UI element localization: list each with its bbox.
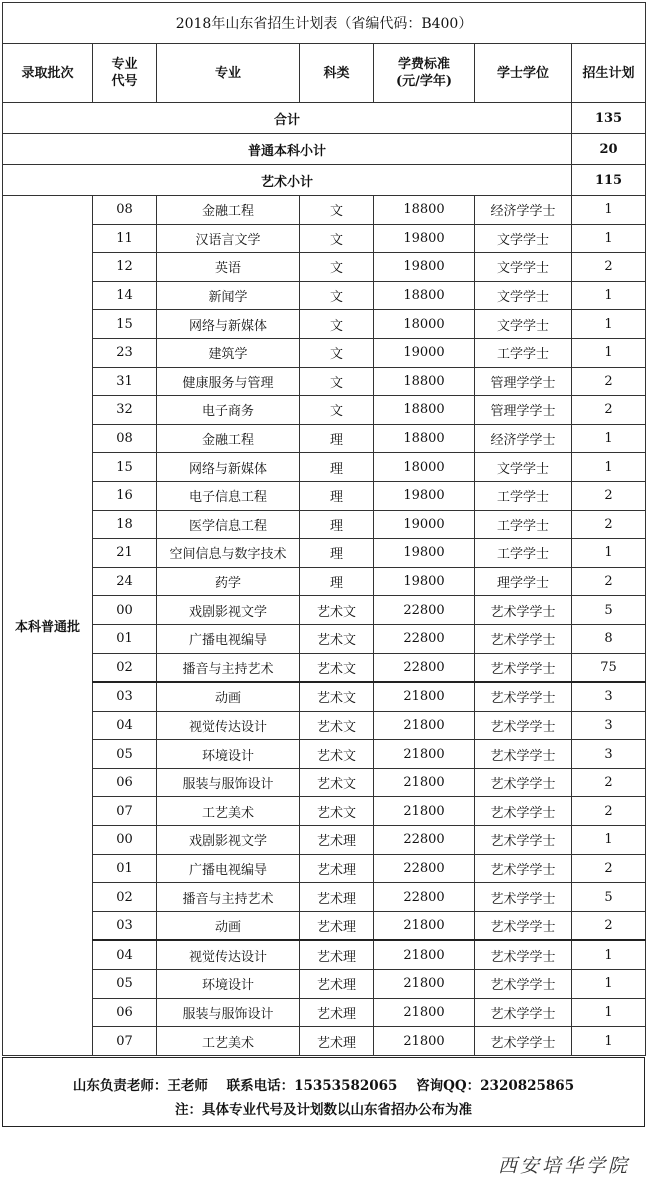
tuition-fee: 22800 — [374, 624, 475, 653]
tuition-fee: 21800 — [374, 768, 475, 797]
major-code: 15 — [93, 453, 157, 482]
plan-count: 1 — [572, 998, 646, 1027]
qq-label: 咨询QQ：2320825865 — [416, 1078, 575, 1094]
major-name: 视觉传达设计 — [157, 711, 300, 740]
subject-category: 艺术文 — [300, 711, 374, 740]
subject-category: 艺术文 — [300, 797, 374, 826]
tuition-fee: 18800 — [374, 281, 475, 310]
major-name: 环境设计 — [157, 740, 300, 769]
table-row — [3, 711, 646, 740]
column-header: 科类 — [300, 44, 374, 103]
plan-count: 1 — [572, 453, 646, 482]
plan-count: 2 — [572, 510, 646, 539]
plan-count: 2 — [572, 854, 646, 883]
major-code: 11 — [93, 224, 157, 253]
contact-footer — [2, 1057, 645, 1127]
degree-type: 艺术学学士 — [475, 940, 572, 969]
column-header: 学士学位 — [475, 44, 572, 103]
major-name: 新闻学 — [157, 281, 300, 310]
subject-category: 艺术理 — [300, 911, 374, 940]
table-row — [3, 624, 646, 653]
tuition-fee: 21800 — [374, 1027, 475, 1056]
degree-type: 艺术学学士 — [475, 826, 572, 855]
table-row — [3, 281, 646, 310]
plan-count: 3 — [572, 740, 646, 769]
tuition-fee: 22800 — [374, 826, 475, 855]
subject-category: 理 — [300, 567, 374, 596]
major-name: 英语 — [157, 253, 300, 282]
table-row — [3, 682, 646, 711]
major-code: 05 — [93, 740, 157, 769]
major-code: 01 — [93, 854, 157, 883]
subject-category: 理 — [300, 424, 374, 453]
table-row — [3, 883, 646, 912]
tuition-fee: 18800 — [374, 367, 475, 396]
major-name: 戏剧影视文学 — [157, 596, 300, 625]
major-code: 08 — [93, 424, 157, 453]
column-header: 专业 — [157, 44, 300, 103]
degree-type: 艺术学学士 — [475, 624, 572, 653]
subject-category: 艺术理 — [300, 826, 374, 855]
plan-count: 2 — [572, 367, 646, 396]
major-code: 14 — [93, 281, 157, 310]
subject-category: 艺术理 — [300, 1027, 374, 1056]
major-name: 播音与主持艺术 — [157, 653, 300, 682]
tuition-fee: 19800 — [374, 253, 475, 282]
degree-type: 文学学士 — [475, 281, 572, 310]
tuition-fee: 22800 — [374, 854, 475, 883]
enrollment-plan-table — [2, 2, 646, 1056]
plan-count: 75 — [572, 653, 646, 682]
summary-value: 20 — [572, 134, 646, 165]
table-row — [3, 424, 646, 453]
table-row — [3, 481, 646, 510]
major-name: 健康服务与管理 — [157, 367, 300, 396]
table-row — [3, 338, 646, 367]
tuition-fee: 21800 — [374, 797, 475, 826]
table-row — [3, 367, 646, 396]
subject-category: 艺术文 — [300, 768, 374, 797]
table-row — [3, 224, 646, 253]
table-row — [3, 940, 646, 969]
degree-type: 管理学学士 — [475, 367, 572, 396]
degree-type: 艺术学学士 — [475, 970, 572, 999]
degree-type: 艺术学学士 — [475, 883, 572, 912]
school-watermark: 西安培华学院 — [497, 1155, 630, 1177]
major-name: 服装与服饰设计 — [157, 998, 300, 1027]
summary-row — [3, 103, 646, 134]
tuition-fee: 22800 — [374, 653, 475, 682]
major-code: 02 — [93, 653, 157, 682]
table-title: 2018年山东省招生计划表（省编代码：B400） — [3, 3, 646, 44]
major-name: 药学 — [157, 567, 300, 596]
plan-count: 1 — [572, 224, 646, 253]
table-row — [3, 970, 646, 999]
summary-row — [3, 165, 646, 196]
tuition-fee: 19000 — [374, 338, 475, 367]
tuition-fee: 21800 — [374, 740, 475, 769]
subject-category: 艺术文 — [300, 740, 374, 769]
degree-type: 艺术学学士 — [475, 911, 572, 940]
tuition-fee: 19800 — [374, 481, 475, 510]
degree-type: 艺术学学士 — [475, 711, 572, 740]
major-code: 21 — [93, 539, 157, 568]
table-row — [3, 998, 646, 1027]
major-code: 08 — [93, 196, 157, 225]
phone-label: 联系电话：15353582065 — [226, 1078, 398, 1094]
subject-category: 理 — [300, 481, 374, 510]
major-name: 金融工程 — [157, 424, 300, 453]
degree-type: 工学学士 — [475, 481, 572, 510]
degree-type: 艺术学学士 — [475, 1027, 572, 1056]
teacher-label: 山东负责老师：王老师 — [72, 1078, 208, 1094]
table-row — [3, 196, 646, 225]
major-code: 04 — [93, 940, 157, 969]
plan-count: 1 — [572, 539, 646, 568]
table-row — [3, 539, 646, 568]
subject-category: 文 — [300, 310, 374, 339]
summary-label: 合计 — [3, 103, 572, 134]
major-name: 汉语言文学 — [157, 224, 300, 253]
degree-type: 工学学士 — [475, 510, 572, 539]
table-row — [3, 253, 646, 282]
column-header: 招生计划 — [572, 44, 646, 103]
plan-count: 1 — [572, 196, 646, 225]
table-row — [3, 854, 646, 883]
table-row — [3, 653, 646, 682]
summary-label: 普通本科小计 — [3, 134, 572, 165]
major-code: 31 — [93, 367, 157, 396]
degree-type: 工学学士 — [475, 539, 572, 568]
subject-category: 艺术理 — [300, 883, 374, 912]
degree-type: 艺术学学士 — [475, 768, 572, 797]
major-code: 18 — [93, 510, 157, 539]
tuition-fee: 18800 — [374, 396, 475, 425]
degree-type: 艺术学学士 — [475, 854, 572, 883]
table-row — [3, 1027, 646, 1056]
degree-type: 文学学士 — [475, 253, 572, 282]
degree-type: 文学学士 — [475, 453, 572, 482]
major-name: 网络与新媒体 — [157, 453, 300, 482]
plan-count: 2 — [572, 911, 646, 940]
major-code: 02 — [93, 883, 157, 912]
tuition-fee: 18800 — [374, 424, 475, 453]
table-row — [3, 740, 646, 769]
subject-category: 文 — [300, 196, 374, 225]
tuition-fee: 21800 — [374, 940, 475, 969]
subject-category: 理 — [300, 453, 374, 482]
major-code: 06 — [93, 998, 157, 1027]
major-code: 15 — [93, 310, 157, 339]
tuition-fee: 18000 — [374, 453, 475, 482]
table-row — [3, 768, 646, 797]
plan-count: 5 — [572, 883, 646, 912]
table-row — [3, 596, 646, 625]
major-code: 00 — [93, 596, 157, 625]
degree-type: 艺术学学士 — [475, 797, 572, 826]
tuition-fee: 21800 — [374, 911, 475, 940]
major-code: 01 — [93, 624, 157, 653]
major-code: 03 — [93, 682, 157, 711]
tuition-fee: 19800 — [374, 539, 475, 568]
subject-category: 文 — [300, 367, 374, 396]
table-row — [3, 567, 646, 596]
plan-count: 8 — [572, 624, 646, 653]
plan-count: 1 — [572, 338, 646, 367]
major-name: 广播电视编导 — [157, 624, 300, 653]
degree-type: 艺术学学士 — [475, 682, 572, 711]
subject-category: 理 — [300, 510, 374, 539]
subject-category: 文 — [300, 281, 374, 310]
summary-row — [3, 134, 646, 165]
subject-category: 艺术文 — [300, 624, 374, 653]
major-code: 04 — [93, 711, 157, 740]
tuition-fee: 18800 — [374, 196, 475, 225]
column-header: 专业 代号 — [93, 44, 157, 103]
degree-type: 艺术学学士 — [475, 740, 572, 769]
summary-value: 115 — [572, 165, 646, 196]
tuition-fee: 19800 — [374, 567, 475, 596]
major-name: 戏剧影视文学 — [157, 826, 300, 855]
degree-type: 管理学学士 — [475, 396, 572, 425]
degree-type: 文学学士 — [475, 224, 572, 253]
table-row — [3, 911, 646, 940]
subject-category: 艺术文 — [300, 596, 374, 625]
plan-count: 2 — [572, 768, 646, 797]
column-header: 录取批次 — [3, 44, 93, 103]
degree-type: 经济学学士 — [475, 424, 572, 453]
subject-category: 艺术文 — [300, 653, 374, 682]
major-code: 23 — [93, 338, 157, 367]
tuition-fee: 21800 — [374, 682, 475, 711]
tuition-fee: 22800 — [374, 596, 475, 625]
major-name: 广播电视编导 — [157, 854, 300, 883]
major-name: 网络与新媒体 — [157, 310, 300, 339]
plan-count: 1 — [572, 424, 646, 453]
footer-note: 注：具体专业代号及计划数以山东省招办公布为准 — [175, 1102, 472, 1118]
plan-count: 1 — [572, 310, 646, 339]
major-name: 视觉传达设计 — [157, 940, 300, 969]
summary-label: 艺术小计 — [3, 165, 572, 196]
major-name: 动画 — [157, 682, 300, 711]
admission-batch: 本科普通批 — [3, 196, 93, 1056]
subject-category: 文 — [300, 396, 374, 425]
plan-count: 3 — [572, 711, 646, 740]
subject-category: 理 — [300, 539, 374, 568]
tuition-fee: 21800 — [374, 970, 475, 999]
major-name: 电子商务 — [157, 396, 300, 425]
major-code: 32 — [93, 396, 157, 425]
major-code: 00 — [93, 826, 157, 855]
major-name: 电子信息工程 — [157, 481, 300, 510]
table-row — [3, 310, 646, 339]
subject-category: 文 — [300, 253, 374, 282]
tuition-fee: 18000 — [374, 310, 475, 339]
tuition-fee: 22800 — [374, 883, 475, 912]
summary-value: 135 — [572, 103, 646, 134]
plan-count: 5 — [572, 596, 646, 625]
plan-count: 3 — [572, 682, 646, 711]
plan-count: 1 — [572, 970, 646, 999]
major-code: 03 — [93, 911, 157, 940]
table-row — [3, 453, 646, 482]
subject-category: 艺术文 — [300, 682, 374, 711]
major-name: 播音与主持艺术 — [157, 883, 300, 912]
major-name: 医学信息工程 — [157, 510, 300, 539]
plan-count: 2 — [572, 481, 646, 510]
plan-count: 1 — [572, 826, 646, 855]
major-name: 动画 — [157, 911, 300, 940]
subject-category: 艺术理 — [300, 998, 374, 1027]
table-row — [3, 510, 646, 539]
tuition-fee: 19000 — [374, 510, 475, 539]
table-row — [3, 396, 646, 425]
plan-count: 2 — [572, 253, 646, 282]
plan-count: 2 — [572, 567, 646, 596]
tuition-fee: 21800 — [374, 998, 475, 1027]
subject-category: 文 — [300, 338, 374, 367]
degree-type: 艺术学学士 — [475, 653, 572, 682]
major-code: 24 — [93, 567, 157, 596]
plan-count: 1 — [572, 281, 646, 310]
tuition-fee: 21800 — [374, 711, 475, 740]
major-name: 服装与服饰设计 — [157, 768, 300, 797]
plan-count: 1 — [572, 1027, 646, 1056]
table-row — [3, 826, 646, 855]
plan-count: 2 — [572, 797, 646, 826]
major-name: 建筑学 — [157, 338, 300, 367]
major-code: 12 — [93, 253, 157, 282]
plan-count: 1 — [572, 940, 646, 969]
subject-category: 文 — [300, 224, 374, 253]
plan-count: 2 — [572, 396, 646, 425]
major-name: 工艺美术 — [157, 797, 300, 826]
major-code: 06 — [93, 768, 157, 797]
degree-type: 文学学士 — [475, 310, 572, 339]
degree-type: 理学学士 — [475, 567, 572, 596]
major-code: 07 — [93, 797, 157, 826]
subject-category: 艺术理 — [300, 940, 374, 969]
tuition-fee: 19800 — [374, 224, 475, 253]
subject-category: 艺术理 — [300, 854, 374, 883]
degree-type: 工学学士 — [475, 338, 572, 367]
degree-type: 艺术学学士 — [475, 998, 572, 1027]
major-name: 工艺美术 — [157, 1027, 300, 1056]
major-name: 环境设计 — [157, 970, 300, 999]
table-row — [3, 797, 646, 826]
column-header: 学费标准 (元/学年) — [374, 44, 475, 103]
major-code: 05 — [93, 970, 157, 999]
degree-type: 艺术学学士 — [475, 596, 572, 625]
major-code: 07 — [93, 1027, 157, 1056]
major-name: 金融工程 — [157, 196, 300, 225]
major-name: 空间信息与数字技术 — [157, 539, 300, 568]
subject-category: 艺术理 — [300, 970, 374, 999]
major-code: 16 — [93, 481, 157, 510]
degree-type: 经济学学士 — [475, 196, 572, 225]
